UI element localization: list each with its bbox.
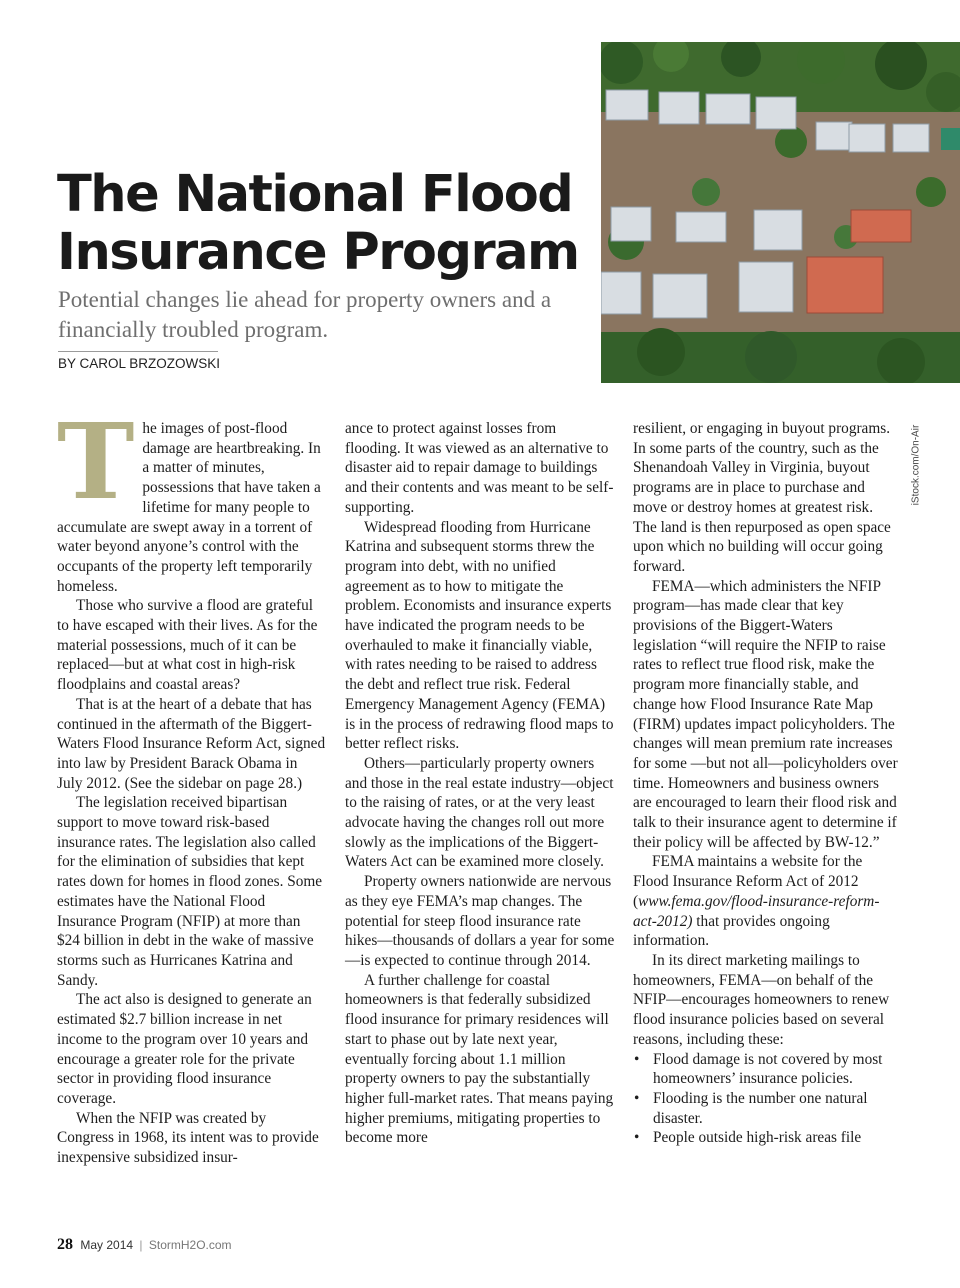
fema-website-link: www.fema.gov/flood-insurance-reform-act-2012) [633,892,880,930]
article-column-2 [345,419,615,1148]
paragraph: ance to protect against losses from flooding. It was viewed as an alternative to disaster aid to repair damage to buildings and their contents and was meant to be self-supporting. [345,420,614,516]
flooded-houses-illustration [601,42,960,383]
aerial-flood-photo [601,42,960,383]
drop-cap: T [57,400,135,523]
list-item: • Flooding is the number one natural disaster. [634,1089,868,1127]
article-column-1 [57,400,326,1168]
list-item: • Flood damage is not covered by most homeowners’ insurance policies. [634,1050,883,1088]
article-column-3 [633,419,899,1148]
page-number: 28 [57,1236,73,1253]
paragraph: FEMA maintains a website for the Flood Insurance Reform Act of 2012 (www.fema.gov/flood-insurance-reform-act-2012) that provides ongoing information. [633,853,880,950]
list-item: • People outside high-risk areas file [634,1129,862,1147]
paragraph: That is at the heart of a debate that has continued in the aftermath of the Biggert-Waters Flood Insurance Reform Act, signed into law by President Barack Obama in July 2012. (See the sidebar on page 28.) [57,695,326,792]
paragraph: A further challenge for coastal homeowners is that federally subsidized flood insurance for primary residences will start to phase out by late next year, eventually forcing about 1.1 million property owners to pay the substantially higher full-market rates. That means paying higher premiums, mitigating properties to become more [345,971,614,1147]
subtitle-deck: Potential changes lie ahead for property owners and a financially troubled program. [58,287,552,342]
paragraph: Those who survive a flood are grateful to have escaped with their lives. As for the material possessions, much of it can be replaced—but at what cost in high-risk floodplains and coastal areas? [57,597,318,694]
bullet-marker: • [634,1129,640,1147]
site-name: StormH2O.com [148,1238,232,1252]
title-line-1: The National Flood [57,165,573,224]
paragraph: The legislation received bipartisan support to move toward risk-based insurance rates. The legislation also called for the elimination of subsidies that kept rates down for homes in flood zones. Some estimates have the National Flood Insurance Program (NFIP) at more than $24 billion in debt in the wake of massive storms such as Hurricanes Katrina and Sandy. [57,794,323,989]
issue-date: May 2014 [80,1238,134,1252]
byline: BY CAROL BRZOZOWSKI [58,356,221,371]
paragraph: Others—particularly property owners and those in the real estate industry—object to the raising of rates, or at the very least advocate having the changes roll out more slowly as the implications of the Biggert-Waters Act can be examined more closely. [345,754,614,871]
paragraph: The images of post-flood damage are heartbreaking. In a matter of minutes, possessions that have taken a lifetime for many people to accumulate are swept away in a torrent of water beyond anyone’s control with the occupants of the property left temporarily homeless. [57,400,321,595]
photo-credit: iStock.com/On-Air [910,424,922,506]
byline-rule [58,351,218,352]
title-line-2: Insurance Program [57,223,579,282]
page-title [57,166,587,282]
paragraph: FEMA—which administers the NFIP program—has made clear that key provisions of the Biggert-Waters legislation “will require the NFIP to raise rates to reflect true flood risk, make the program more financially stable, and change how Flood Insurance Rate Map (FIRM) updates impact policyholders. The changes will mean premium rate increases for some —but not all—policyholders over time. Homeowners and business owners are encouraged to learn their flood risk and talk to their insurance agent to determine if their policy will be affected by BW-12.” [633,577,898,851]
footer-separator: | [139,1238,143,1252]
reasons-list [633,1050,899,1149]
paragraph: resilient, or engaging in buyout programs. In some parts of the country, such as the Shenandoah Valley in Virginia, buyout programs are in place to purchase and move or destroy homes at greatest risk. The land is then repurposed as open space upon which no building will occur going forward. [633,420,891,575]
page-footer [57,1236,232,1254]
bullet-marker: • [634,1050,640,1068]
paragraph: The act also is designed to generate an estimated $2.7 billion increase in net income to the program over 10 years and encourage a greater role for the private sector in providing flood insurance coverage. [57,991,312,1107]
paragraph: Property owners nationwide are nervous as they eye FEMA’s map changes. The potential for steep flood insurance rate hikes—thousands of dollars a year for some—is expected to continue through 2014. [345,873,615,969]
bullet-marker: • [634,1089,640,1107]
paragraph: Widespread flooding from Hurricane Katrina and subsequent storms threw the program into debt, with no unified agreement as to how to mitigate the problem. Economists and insurance experts have indicated the program needs to be overhauled to make it financially viable, with rates needing to be raised to address the debt and reflect true risk. Federal Emergency Management Agency (FEMA) is in the process of redrawing flood maps to better reflect risks. [345,518,614,753]
paragraph: In its direct marketing mailings to homeowners, FEMA—on behalf of the NFIP—encourages homeowners to renew flood insurance policies based on several reasons, including these: [633,951,890,1048]
paragraph: When the NFIP was created by Congress in 1968, its intent was to provide inexpensive subsidized insur- [57,1109,319,1167]
